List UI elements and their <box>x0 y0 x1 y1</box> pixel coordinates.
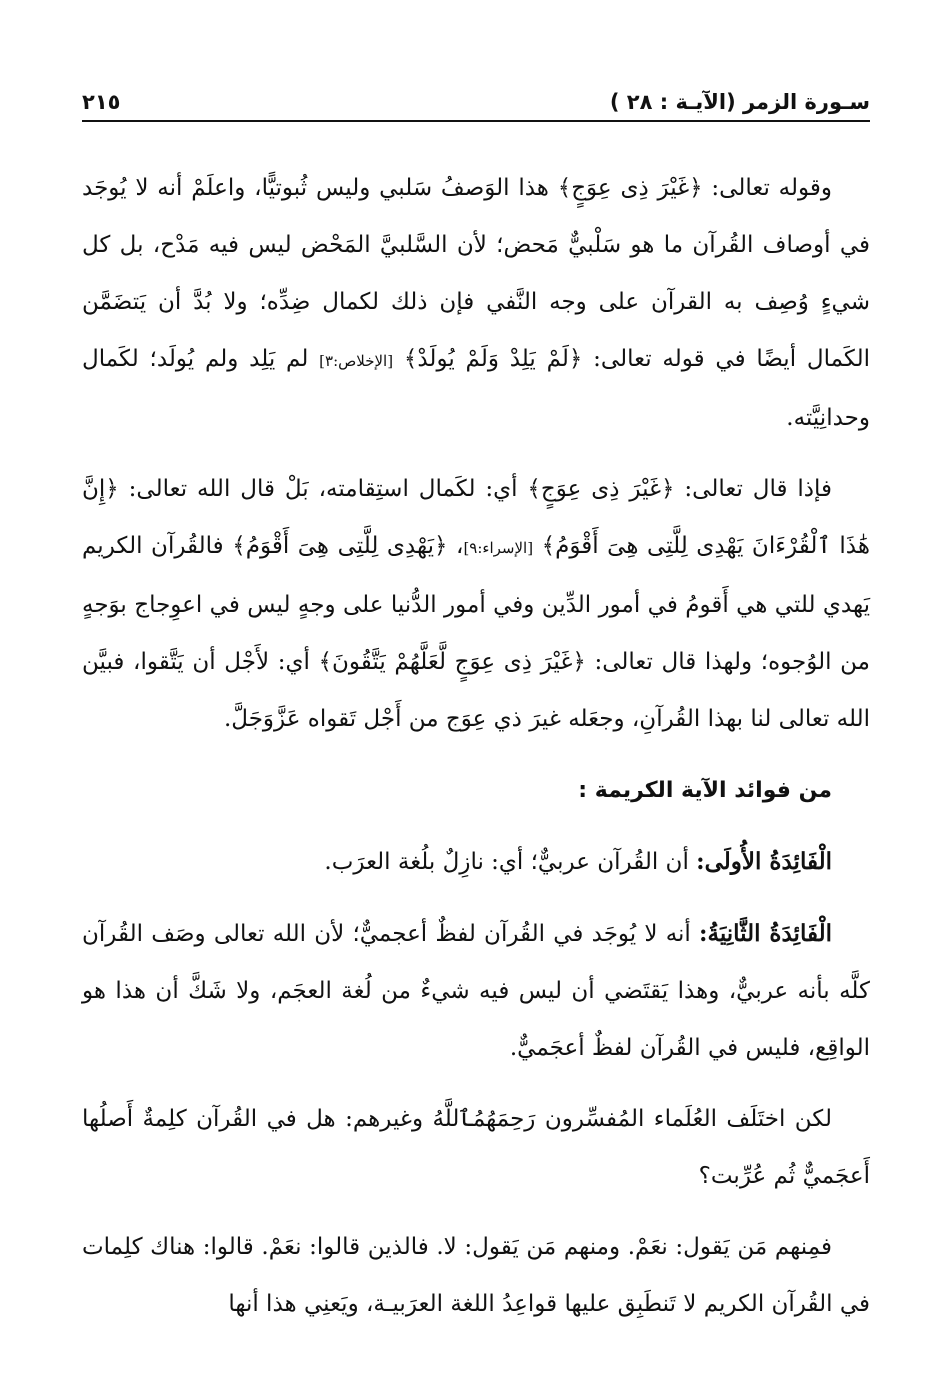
quran-reference: [الإسراء:٩] <box>463 539 534 557</box>
spacer <box>82 748 870 762</box>
paragraph-5: لكن اختَلَف العُلَماء المُفسِّرون رَحِمَهُمُٱللَّهُ وغيرهم: هل في القُرآن كلِمةٌ أَصلُها أَعجَميٌّ ثُم عُرِّبت؟ <box>82 1106 870 1189</box>
spacer <box>82 1077 870 1091</box>
quran-reference: [الإخلاص:٣] <box>319 352 394 370</box>
paragraph-2-text: فإذا قال تعالى: ﴿غَيْرَ ذِى عِوَجٍ﴾ أي: لكَمال استِقامته، بَلْ قال الله تعالى: ﴿إِنَّ هَٰذَا ٱلْقُرْءَانَ يَهْدِى لِلَّتِى هِىَ أَقْوَمُ﴾ <box>82 476 870 559</box>
spacer <box>82 891 870 905</box>
benefit-1 <box>82 833 870 891</box>
page-number: ٢١٥ <box>82 90 121 114</box>
page-header <box>82 82 870 122</box>
section-heading: من فوائد الآية الكريمة : <box>578 778 832 803</box>
paragraph-2 <box>82 461 870 748</box>
benefit-1-label: الْفَائِدَةُ الأُولَى: <box>696 848 832 875</box>
paragraph-2-text-end: ، ﴿يَهْدِى لِلَّتِى هِىَ أَقْوَمُ﴾ فالقُرآن الكريم يَهدي للتي هي أَقومُ في أمور الدِّين وفي أمور الدُّنيا على وجهٍ ليس في اعوِجاج بوَجهٍ من الوُجوه؛ ولهذا قال تعالى: ﴿غَيْرَ ذِى عِوَجٍ لَّعَلَّهُمْ يَتَّقُونَ﴾ أي: لأَجْل أن يَتَّقوا، فبيَّن الله تعالى لنا بهذا القُرآنِ، وجعَله غيرَ ذي عِوَج من أَجْل تَقواه عَزَّوَجَلَّ. <box>82 533 870 732</box>
spacer <box>82 819 870 833</box>
page-body <box>82 160 870 1333</box>
spacer <box>82 447 870 461</box>
benefit-2-text: أنه لا يُوجَد في القُرآن لفظٌ أعجميٌّ؛ لأن الله تعالى وصَف القُرآن كلَّه بأنه عربيٌّ، وهذا يَقتَضي أن ليس فيه شيءٌ من لُغة العجَم، ولا شَكَّ أن هذا هو الواقِع، فليس في القُرآن لفظٌ أعجَميٌّ. <box>82 921 870 1061</box>
benefit-2-label: الْفَائِدَةُ الثَّانِيَةُ: <box>699 920 832 947</box>
surah-title: سـورة الزمر (الآيـة : ٢٨ ) <box>609 90 870 114</box>
paragraph-1-text: وقوله تعالى: ﴿غَيْرَ ذِى عِوَجٍ﴾ هذا الوَصفُ سَلبي وليس ثُبوتيًّا، واعلَمْ أنه لا يُوجَد في أوصاف القُرآن ما هو سَلْبيٌّ مَحض؛ لأن السَّلبيَّ المَحْض ليس فيه مَدْح، بل كل شيءٍ وُصِف به القرآن على وجه النَّفي فإن ذلك لكمال ضِدِّه؛ ولا بُدَّ أن يَتضَمَّن الكَمال أيضًا في قوله تعالى: ﴿لَمْ يَلِدْ وَلَمْ يُولَدْ﴾ <box>82 175 870 372</box>
paragraph-1-text-end: لم يَلِد ولم يُولَد؛ لكَمال وحدانِيَّته. <box>82 346 870 431</box>
header-rule <box>82 120 870 122</box>
paragraph-1 <box>82 160 870 447</box>
paragraph-6: فمِنهم مَن يَقول: نعَمْ. ومنهم مَن يَقول: لا. فالذين قالوا: نعَمْ. قالوا: هناك كلِمات في القُرآن الكريم لا تَنطَبِق عليها قواعِدُ اللغة العرَبيـة، ويَعنِي هذا أنها <box>82 1234 870 1317</box>
benefit-1-text: أن القُرآن عربيٌّ؛ أي: نازِلٌ بلُغة العرَب. <box>324 849 697 875</box>
spacer <box>82 1205 870 1219</box>
benefit-2 <box>82 905 870 1077</box>
